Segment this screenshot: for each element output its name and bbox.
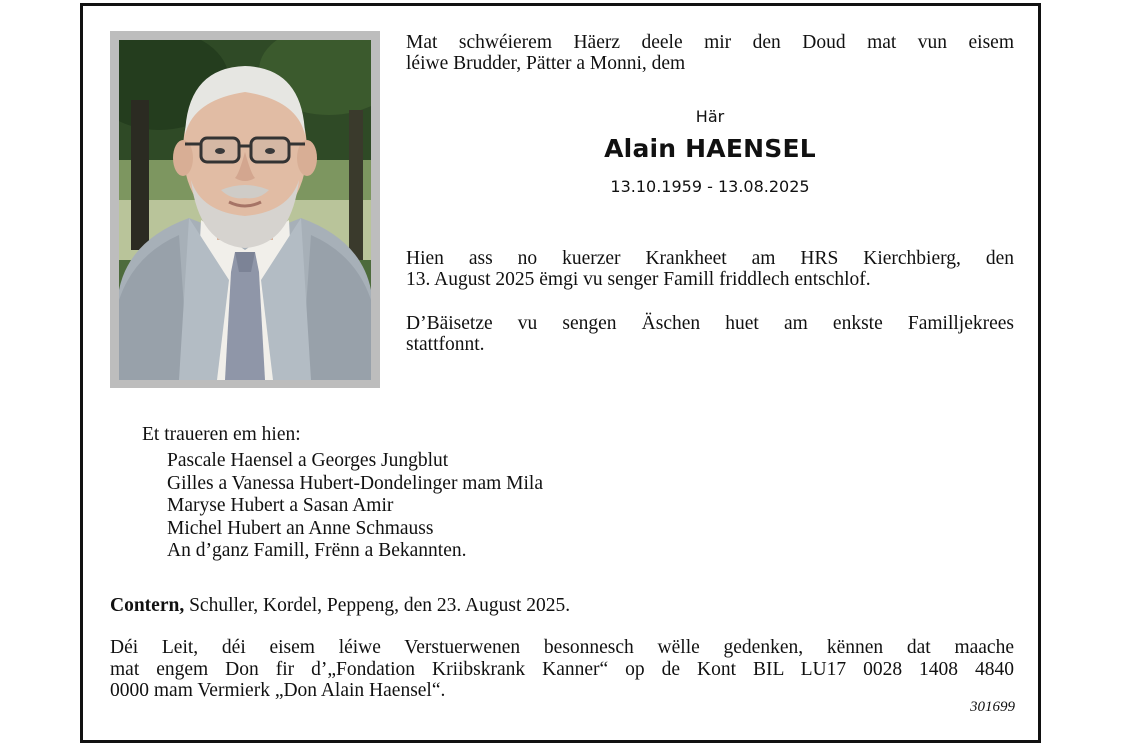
ashes-line-1: D’Bäisetze vu sengen Äschen huet am enkste Familljekrees: [406, 313, 1014, 334]
death-paragraph: [406, 248, 1014, 290]
honorific: Här: [695, 107, 725, 126]
donation-paragraph: [110, 637, 1014, 702]
intro-line-1: Mat schwéierem Häerz deele mir den Doud mat vun eisem: [406, 32, 1014, 53]
place-date-line: [110, 595, 570, 617]
intro-paragraph: [406, 32, 1014, 74]
death-line-1: Hien ass no kuerzer Krankheet am HRS Kierchbierg, den: [406, 248, 1014, 269]
mourner-item: Gilles a Vanessa Hubert-Dondelinger mam Mila: [167, 472, 544, 494]
portrait-photo: [119, 40, 371, 380]
donation-line-3: 0000 mam Vermierk „Don Alain Haensel“.: [110, 680, 446, 701]
ashes-line-2: stattfonnt.: [406, 334, 485, 355]
mourner-item: Maryse Hubert a Sasan Amir: [167, 495, 394, 516]
mourners-list: [167, 450, 543, 563]
deceased-name: Alain HAENSEL: [604, 134, 816, 163]
donation-line-1: Déi Leit, déi eisem léiwe Verstuerwenen besonnesch wëlle gedenken, kënnen dat maache: [110, 637, 1014, 658]
donation-line-2: mat engem Don fir d’„Fondation Kriibskrank Kanner“ op de Kont BIL LU17 0028 1408 4840: [110, 658, 1014, 680]
reference-number: 301699: [970, 699, 1015, 715]
mourner-item: Michel Hubert an Anne Schmauss: [167, 517, 434, 539]
intro-line-2: léiwe Brudder, Pätter a Monni, dem: [406, 53, 686, 74]
death-line-2: 13. August 2025 ëmgi vu senger Famill friddlech entschlof.: [406, 269, 871, 290]
life-dates: 13.10.1959 - 13.08.2025: [610, 177, 810, 196]
mourner-item: An d’ganz Famill, Frënn a Bekannten.: [167, 540, 467, 561]
place-details: Schuller, Kordel, Peppeng, den 23. August 2025.: [184, 595, 571, 616]
mourners-label: Et traueren em hien:: [142, 424, 301, 445]
place-name: Contern,: [110, 595, 185, 616]
ashes-paragraph: [406, 313, 1014, 355]
mourner-item: Pascale Haensel a Georges Jungblut: [167, 450, 449, 471]
